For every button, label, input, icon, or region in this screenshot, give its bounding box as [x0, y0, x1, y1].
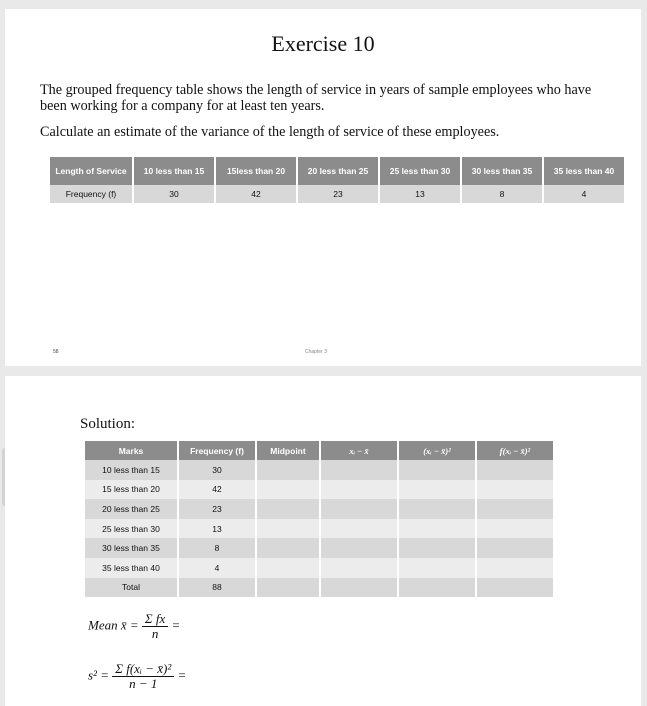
header-class-5: 30 less than 35: [462, 157, 542, 185]
deviation-cell: [321, 578, 397, 598]
variance-formula: [88, 662, 186, 691]
marks-cell: 35 less than 40: [85, 558, 177, 578]
header-midpoint: Midpoint: [257, 441, 319, 460]
mean-numerator: Σ fx: [142, 612, 168, 627]
variance-equals: =: [177, 667, 187, 683]
weighted-cell: [477, 480, 553, 500]
deviation-cell: [321, 519, 397, 539]
variance-label: s² =: [88, 667, 109, 683]
frequency-cell: 8: [462, 185, 542, 203]
squared-deviation-cell: [399, 578, 475, 598]
freq-cell: 4: [179, 558, 255, 578]
problem-question: Calculate an estimate of the variance of the length of service of these employees.: [40, 124, 500, 140]
table-row: [85, 558, 553, 578]
midpoint-cell: [257, 558, 319, 578]
frequency-cell: 4: [544, 185, 624, 203]
mean-formula: [88, 612, 180, 641]
weighted-cell: [477, 558, 553, 578]
total-label: Total: [85, 578, 177, 598]
frequency-cell: 30: [134, 185, 214, 203]
deviation-cell: [321, 558, 397, 578]
marks-cell: 15 less than 20: [85, 480, 177, 500]
weighted-cell: [477, 538, 553, 558]
solution-title: Solution:: [80, 416, 136, 432]
solution-table: [83, 441, 555, 597]
weighted-cell: [477, 460, 553, 480]
squared-deviation-cell: [399, 558, 475, 578]
weighted-cell: [477, 519, 553, 539]
header-deviation: xᵢ − x̄: [321, 441, 397, 460]
mean-denominator: n: [151, 626, 159, 641]
deviation-cell: [321, 460, 397, 480]
table-row-total: [85, 578, 553, 598]
page-number: 58: [53, 349, 59, 355]
header-class-6: 35 less than 40: [544, 157, 624, 185]
mean-equals: =: [171, 617, 181, 633]
header-marks: Marks: [85, 441, 177, 460]
squared-deviation-cell: [399, 519, 475, 539]
frequency-row: [50, 185, 624, 203]
midpoint-cell: [257, 578, 319, 598]
midpoint-cell: [257, 480, 319, 500]
freq-cell: 8: [179, 538, 255, 558]
weighted-cell: [477, 578, 553, 598]
header-class-4: 25 less than 30: [380, 157, 460, 185]
mean-label: Mean x̄ =: [88, 617, 139, 633]
total-frequency: 88: [179, 578, 255, 598]
frequency-table: [48, 157, 626, 203]
freq-cell: 23: [179, 499, 255, 519]
mean-fraction: [142, 612, 168, 641]
header-class-2: 15less than 20: [216, 157, 296, 185]
header-class-3: 20 less than 25: [298, 157, 378, 185]
slide-exercise: [5, 9, 641, 366]
midpoint-cell: [257, 499, 319, 519]
header-weighted-squared-deviation: f(xᵢ − x̄)²: [477, 441, 553, 460]
weighted-cell: [477, 499, 553, 519]
variance-numerator: Σ f(xᵢ − x̄)²: [112, 662, 174, 677]
frequency-cell: 42: [216, 185, 296, 203]
midpoint-cell: [257, 460, 319, 480]
problem-description: The grouped frequency table shows the length of service in years of sample employees who have been working for a company for at least ten years.: [40, 82, 592, 114]
frequency-table-header: [50, 157, 624, 185]
marks-cell: 20 less than 25: [85, 499, 177, 519]
squared-deviation-cell: [399, 480, 475, 500]
slide-title: Exercise 10: [271, 31, 375, 56]
squared-deviation-cell: [399, 460, 475, 480]
marks-cell: 25 less than 30: [85, 519, 177, 539]
table-row: [85, 519, 553, 539]
slide-footer: Chapter 3: [305, 349, 327, 355]
deviation-cell: [321, 499, 397, 519]
marks-cell: 10 less than 15: [85, 460, 177, 480]
freq-cell: 30: [179, 460, 255, 480]
table-row: [85, 499, 553, 519]
marks-cell: 30 less than 35: [85, 538, 177, 558]
header-frequency: Frequency (f): [179, 441, 255, 460]
squared-deviation-cell: [399, 499, 475, 519]
header-length-of-service: Length of Service: [50, 157, 132, 185]
header-squared-deviation: (xᵢ − x̄)²: [399, 441, 475, 460]
table-row: [85, 538, 553, 558]
solution-table-header: [85, 441, 553, 460]
midpoint-cell: [257, 519, 319, 539]
frequency-cell: 13: [380, 185, 460, 203]
deviation-cell: [321, 480, 397, 500]
frequency-cell: 23: [298, 185, 378, 203]
variance-denominator: n − 1: [129, 676, 158, 691]
row-label-frequency: Frequency (f): [50, 185, 132, 203]
variance-fraction: [112, 662, 174, 691]
slide-solution: [5, 376, 641, 706]
midpoint-cell: [257, 538, 319, 558]
table-row: [85, 460, 553, 480]
freq-cell: 13: [179, 519, 255, 539]
header-class-1: 10 less than 15: [134, 157, 214, 185]
table-row: [85, 480, 553, 500]
deviation-cell: [321, 538, 397, 558]
freq-cell: 42: [179, 480, 255, 500]
squared-deviation-cell: [399, 538, 475, 558]
